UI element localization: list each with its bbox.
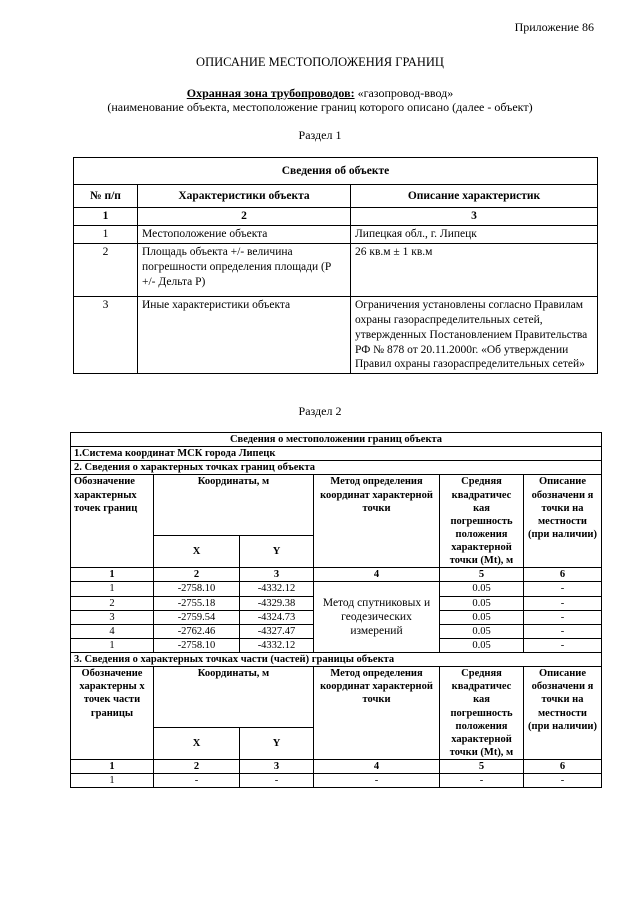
- point-number: 4: [71, 624, 154, 638]
- col-number: 1: [71, 760, 154, 774]
- part-point-number: 1: [71, 774, 154, 788]
- object-subject: [0, 86, 640, 101]
- row-description: Ограничения установлены согласно Правилам охраны газораспределительных сетей, утвержденных Постановлением Правительства РФ № 878 от 20.11.2000г. «Об утверждении Правил охраны газораспределительных сетей»: [351, 296, 598, 374]
- point-y: -4324.73: [240, 610, 314, 624]
- row-characteristic: Иные характеристики объекта: [138, 296, 351, 374]
- col-number: 3: [240, 760, 314, 774]
- point-x: -2758.10: [154, 582, 240, 596]
- point-x: -2759.54: [154, 610, 240, 624]
- col-number: 3: [351, 208, 598, 226]
- header-point-description: Описание обозначени я точки на местности (при наличии): [524, 667, 602, 760]
- table-row: [71, 582, 602, 596]
- col-number: 6: [524, 568, 602, 582]
- point-method: Метод спутниковых и геодезических измерений: [314, 582, 440, 653]
- header-method: Метод определения координат характерной точки: [314, 667, 440, 760]
- point-x: -2755.18: [154, 596, 240, 610]
- row-number: 1: [74, 225, 138, 243]
- part3-title: 3. Сведения о характерных точках части (частей) границы объекта: [71, 653, 602, 667]
- point-y: -4332.12: [240, 638, 314, 652]
- header-x: X: [154, 536, 240, 568]
- point-mt: 0.05: [440, 638, 524, 652]
- row-number: 2: [74, 243, 138, 296]
- row-number: 3: [74, 296, 138, 374]
- header-coordinates: Координаты, м: [154, 475, 314, 536]
- section2-heading: Раздел 2: [298, 404, 342, 418]
- document-title: ОПИСАНИЕ МЕСТОПОЛОЖЕНИЯ ГРАНИЦ: [196, 55, 444, 69]
- point-mt: 0.05: [440, 610, 524, 624]
- point-y: -4332.12: [240, 582, 314, 596]
- point-number: 3: [71, 610, 154, 624]
- part-point-mt: -: [440, 774, 524, 788]
- col-number: 2: [154, 760, 240, 774]
- point-y: -4327.47: [240, 624, 314, 638]
- header-y: Y: [240, 536, 314, 568]
- point-description: -: [524, 582, 602, 596]
- header-point-label-part: Обозначение характерны х точек части границы: [71, 667, 154, 760]
- row-description: 26 кв.м ± 1 кв.м: [351, 243, 598, 296]
- header-point-label: Обозначение характерных точек границ: [71, 475, 154, 568]
- col-number: 5: [440, 568, 524, 582]
- header-mt: Средняя квадратичес кая погрешность положения характерной точки (Mt), м: [440, 667, 524, 760]
- header-y: Y: [240, 728, 314, 760]
- point-number: 2: [71, 596, 154, 610]
- header-description: Описание характеристик: [351, 185, 598, 208]
- header-x: X: [154, 728, 240, 760]
- col-number: 6: [524, 760, 602, 774]
- table-row: [74, 225, 598, 243]
- point-x: -2762.46: [154, 624, 240, 638]
- boundary-table-title: Сведения о местоположении границ объекта: [71, 433, 602, 447]
- point-description: -: [524, 596, 602, 610]
- part-point-x: -: [154, 774, 240, 788]
- col-number: 3: [240, 568, 314, 582]
- table-row: [74, 296, 598, 374]
- point-x: -2758.10: [154, 638, 240, 652]
- section1-heading: Раздел 1: [298, 128, 342, 142]
- table-row: [71, 774, 602, 788]
- object-subject-value: «газопровод-ввод»: [354, 86, 454, 100]
- appendix-number: Приложение 86: [514, 20, 594, 34]
- point-number: 1: [71, 638, 154, 652]
- part-point-description: -: [524, 774, 602, 788]
- point-y: -4329.38: [240, 596, 314, 610]
- col-number: 5: [440, 760, 524, 774]
- row-description: Липецкая обл., г. Липецк: [351, 225, 598, 243]
- part2-title: 2. Сведения о характерных точках границ объекта: [71, 461, 602, 475]
- part-point-y: -: [240, 774, 314, 788]
- table-row: [74, 243, 598, 296]
- point-description: -: [524, 638, 602, 652]
- col-number: 2: [138, 208, 351, 226]
- row-characteristic: Площадь объекта +/- величина погрешности определения площади (P +/- Дельта P): [138, 243, 351, 296]
- row-characteristic: Местоположение объекта: [138, 225, 351, 243]
- col-number: 1: [71, 568, 154, 582]
- col-number: 1: [74, 208, 138, 226]
- header-point-description: Описание обозначени я точки на местности (при наличии): [524, 475, 602, 568]
- header-coordinates: Координаты, м: [154, 667, 314, 728]
- point-mt: 0.05: [440, 582, 524, 596]
- col-number: 4: [314, 568, 440, 582]
- col-number: 2: [154, 568, 240, 582]
- boundary-location-table: [70, 432, 602, 788]
- point-mt: 0.05: [440, 596, 524, 610]
- header-mt: Средняя квадратичес кая погрешность положения характерной точки (Mt), м: [440, 475, 524, 568]
- point-number: 1: [71, 582, 154, 596]
- object-subject-label: Охранная зона трубопроводов:: [186, 86, 355, 100]
- header-characteristics: Характеристики объекта: [138, 185, 351, 208]
- col-number: 4: [314, 760, 440, 774]
- point-description: -: [524, 624, 602, 638]
- header-number: № п/п: [74, 185, 138, 208]
- object-info-table: [73, 157, 598, 374]
- object-info-title: Сведения об объекте: [74, 158, 598, 185]
- point-mt: 0.05: [440, 624, 524, 638]
- header-method: Метод определения координат характерной точки: [314, 475, 440, 568]
- point-description: -: [524, 610, 602, 624]
- part-point-method: -: [314, 774, 440, 788]
- coordinate-system: 1.Система координат МСК города Липецк: [71, 447, 602, 461]
- object-subject-description: (наименование объекта, местоположение границ которого описано (далее - объект): [107, 100, 533, 114]
